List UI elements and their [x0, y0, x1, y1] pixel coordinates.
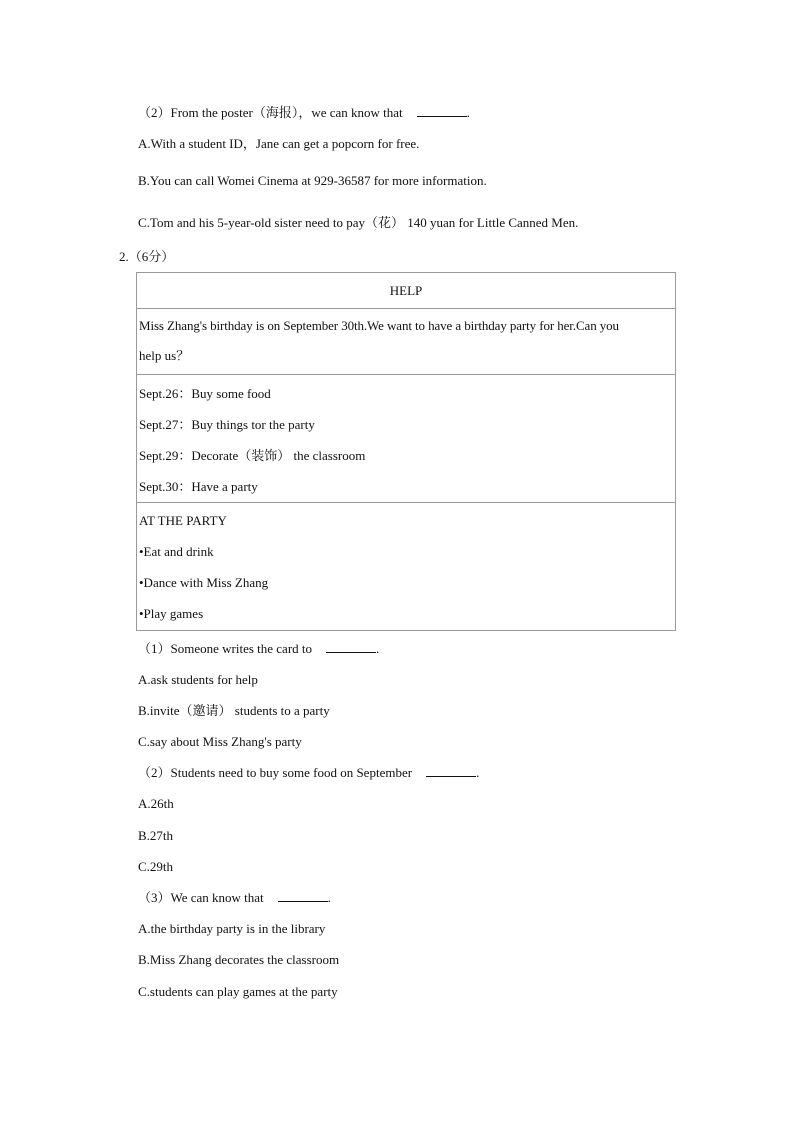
- schedule-item: Sept.30：Have a party: [139, 479, 258, 494]
- help-card-schedule: [137, 375, 676, 503]
- q1-sub2-option-a: A.With a student ID，Jane can get a popcorn for free.: [138, 136, 420, 151]
- q1-sub2-option-b: B.You can call Womei Cinema at 929-36587 for more information.: [138, 173, 487, 188]
- stem-period: .: [476, 765, 480, 780]
- q2-number: 2.（6分）: [119, 249, 175, 264]
- q2-sub2-stem: [138, 764, 479, 782]
- party-item: •Eat and drink: [139, 544, 214, 559]
- stem-period: .: [376, 641, 380, 656]
- answer-blank[interactable]: [417, 104, 467, 117]
- q2-sub1-option-c: C.say about Miss Zhang's party: [138, 734, 302, 749]
- q1-sub2-option-c: C.Tom and his 5-year-old sister need to pay（花） 140 yuan for Little Canned Men.: [138, 215, 579, 230]
- q2-sub3-option-b: B.Miss Zhang decorates the classroom: [138, 952, 340, 967]
- q1-sub2-stem-text: （2）From the poster（海报），we can know that: [138, 105, 403, 120]
- help-card-intro: [137, 309, 676, 375]
- answer-blank[interactable]: [278, 889, 328, 902]
- q2-sub1-option-b: B.invite（邀请） students to a party: [138, 703, 330, 718]
- party-heading: AT THE PARTY: [139, 513, 227, 528]
- stem-period: .: [327, 890, 331, 905]
- schedule-item: Sept.26：Buy some food: [139, 386, 271, 401]
- schedule-item: Sept.29：Decorate（装饰） the classroom: [139, 448, 366, 463]
- schedule-item: Sept.27：Buy things tor the party: [139, 417, 315, 432]
- q2-sub2-stem-text: （2）Students need to buy some food on September: [138, 765, 413, 780]
- party-item: •Play games: [139, 606, 204, 621]
- q1-sub2-stem: [138, 104, 470, 122]
- q2-sub1-option-a: A.ask students for help: [138, 672, 258, 687]
- q2-sub3-stem-text: （3）We can know that: [138, 890, 264, 905]
- q2-sub1-stem-text: （1）Someone writes the card to: [138, 641, 313, 656]
- q2-sub3-stem: [138, 889, 331, 907]
- help-card-table: [136, 272, 676, 631]
- q2-sub3-option-a: A.the birthday party is in the library: [138, 921, 326, 936]
- answer-blank[interactable]: [326, 640, 376, 653]
- help-card-header: HELP: [137, 273, 676, 309]
- q2-sub2-option-a: A.26th: [138, 796, 174, 811]
- q2-sub3-option-c: C.students can play games at the party: [138, 984, 338, 999]
- help-card-party: [137, 503, 676, 631]
- answer-blank[interactable]: [426, 764, 476, 777]
- q2-sub1-stem: [138, 640, 379, 658]
- intro-line-2: help us？: [139, 348, 190, 363]
- intro-line-1: Miss Zhang's birthday is on September 30th.We want to have a birthday party for her.Can you: [139, 318, 619, 333]
- q2-sub2-option-c: C.29th: [138, 859, 174, 874]
- q2-sub2-option-b: B.27th: [138, 828, 174, 843]
- stem-period: .: [466, 105, 470, 120]
- party-item: •Dance with Miss Zhang: [139, 575, 269, 590]
